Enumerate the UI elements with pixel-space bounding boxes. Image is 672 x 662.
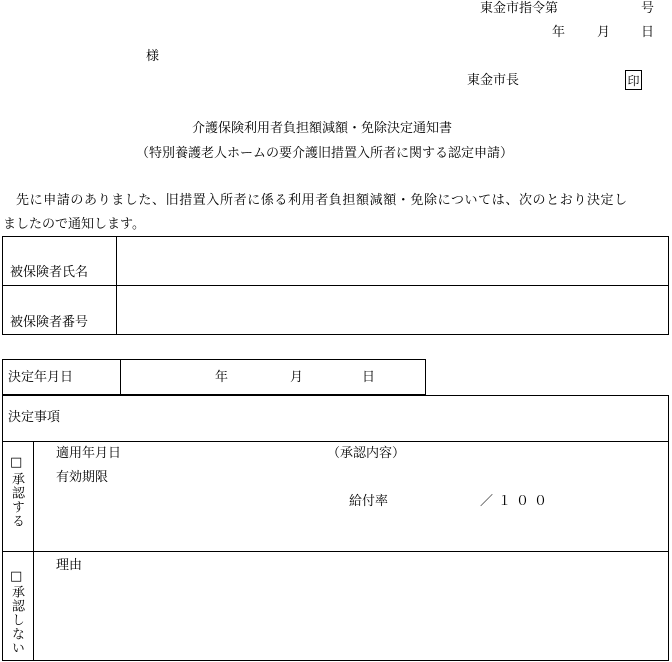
approve-checkbox[interactable]: □ xyxy=(10,455,23,470)
insured-number-label: 被保険者番号 xyxy=(10,315,89,330)
date-day-label: 日 xyxy=(641,25,655,40)
date-month-label: 月 xyxy=(597,25,611,40)
issuer-name: 東金市長 xyxy=(467,73,520,88)
approval-content-label: （承認内容） xyxy=(327,446,406,461)
benefit-rate-label: 給付率 xyxy=(349,494,389,509)
addressee-suffix: 様 xyxy=(146,49,160,64)
benefit-rate-value: ／１００ xyxy=(480,494,553,509)
document-title: 介護保険利用者負担額減額・免除決定通知書 xyxy=(192,121,453,136)
decision-matters-header: 決定事項 xyxy=(8,410,61,425)
decision-header-divider xyxy=(2,441,669,442)
decision-approve-divider xyxy=(2,551,669,552)
decision-date-month: 月 xyxy=(290,370,304,385)
date-year-label: 年 xyxy=(552,25,566,40)
decision-date-year: 年 xyxy=(215,370,229,385)
insured-number-field[interactable] xyxy=(118,287,667,333)
apply-date-label: 適用年月日 xyxy=(56,446,122,461)
insured-table-column-divider xyxy=(116,236,117,335)
reason-label: 理由 xyxy=(56,558,83,573)
valid-period-label: 有効期限 xyxy=(56,470,109,485)
reject-label: 承認しない xyxy=(9,585,24,655)
decision-date-label: 決定年月日 xyxy=(8,370,74,385)
insured-name-field[interactable] xyxy=(118,238,667,284)
decision-date-day: 日 xyxy=(362,370,376,385)
decision-matters-table xyxy=(2,395,669,661)
seal-stamp: 印 xyxy=(625,70,642,90)
order-number-prefix: 東金市指令第 xyxy=(480,1,559,16)
reject-checkbox[interactable]: □ xyxy=(10,569,23,584)
document-subtitle: （特別養護老人ホームの要介護旧措置入所者に関する認定申請） xyxy=(136,146,514,161)
decision-side-column-divider xyxy=(33,441,34,661)
notice-body-line1: 先に申請のありました、旧措置入所者に係る利用者負担額減額・免除については、次のとおり決定し xyxy=(16,193,628,208)
approve-label: 承認する xyxy=(9,472,24,528)
decision-date-divider xyxy=(120,359,121,395)
insured-table-divider xyxy=(2,285,669,286)
insured-name-label: 被保険者氏名 xyxy=(10,265,89,280)
order-number-suffix: 号 xyxy=(641,1,655,16)
notice-body-line2: ましたので通知します。 xyxy=(3,217,145,232)
